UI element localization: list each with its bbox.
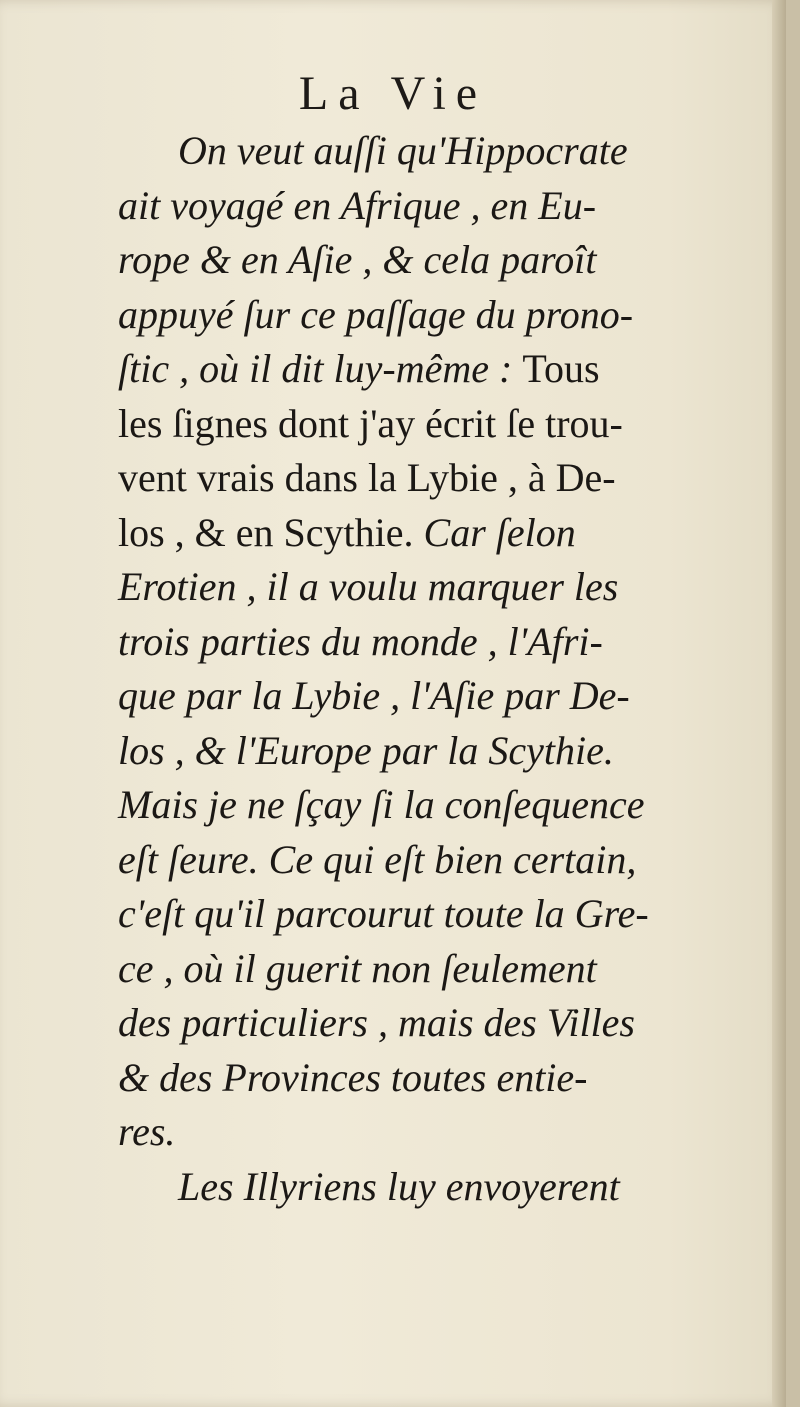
text-segment: Erotien , il a voulu marquer les xyxy=(118,564,619,609)
text-line xyxy=(118,288,738,343)
text-line xyxy=(118,1160,738,1215)
text-line xyxy=(118,669,738,724)
text-line xyxy=(118,451,738,506)
text-segment: Mais je ne ſçay ſi la conſequence xyxy=(118,782,645,827)
text-line xyxy=(118,1051,738,1106)
text-segment: des particuliers , mais des Villes xyxy=(118,1000,635,1045)
body-text xyxy=(118,124,738,1214)
text-line xyxy=(118,233,738,288)
text-segment: ſtic , où il dit luy-même : xyxy=(118,346,523,391)
text-line xyxy=(118,833,738,888)
text-segment: que par la Lybie , l'Aſie par De- xyxy=(118,673,630,718)
text-line xyxy=(118,560,738,615)
text-segment: rope & en Aſie , & cela paroît xyxy=(118,237,597,282)
text-segment: vent vrais dans la Lybie , à De- xyxy=(118,455,616,500)
text-line xyxy=(118,887,738,942)
text-segment: & des Provinces toutes entie- xyxy=(118,1054,588,1100)
text-segment: eſt ſeure. Ce qui eſt bien certain, xyxy=(118,836,637,882)
page-edge xyxy=(772,0,786,1407)
text-segment: Car ſelon xyxy=(423,509,576,555)
text-line xyxy=(118,124,738,179)
text-line xyxy=(118,996,738,1051)
text-line xyxy=(118,397,738,452)
text-line xyxy=(118,942,738,997)
text-segment: los , & l'Europe par la Scythie. xyxy=(118,727,614,773)
text-segment: los , & en Scythie. xyxy=(118,509,424,555)
text-segment: On veut auſſi qu'Hippocrate xyxy=(178,128,628,173)
text-segment: res. xyxy=(118,1109,176,1154)
text-line xyxy=(118,615,738,670)
text-segment: Tous xyxy=(522,346,600,391)
text-segment: c'eſt qu'il parcourut toute la Gre- xyxy=(118,891,649,936)
text-segment: Les Illyriens luy envoyerent xyxy=(178,1163,620,1209)
running-header: La Vie xyxy=(298,67,488,120)
text-line xyxy=(118,342,738,397)
text-line xyxy=(118,778,738,833)
text-segment: ait voyagé en Afrique , en Eu- xyxy=(118,182,597,228)
text-line xyxy=(118,1105,738,1160)
text-line xyxy=(118,506,738,561)
text-segment: trois parties du monde , l'Afri- xyxy=(118,618,603,664)
text-line xyxy=(118,724,738,779)
text-segment: les ſignes dont j'ay écrit ſe trou- xyxy=(118,400,623,446)
text-segment: appuyé ſur ce paſſage du prono- xyxy=(118,291,634,337)
text-line xyxy=(118,179,738,234)
text-segment: ce , où il guerit non ſeulement xyxy=(118,945,597,991)
